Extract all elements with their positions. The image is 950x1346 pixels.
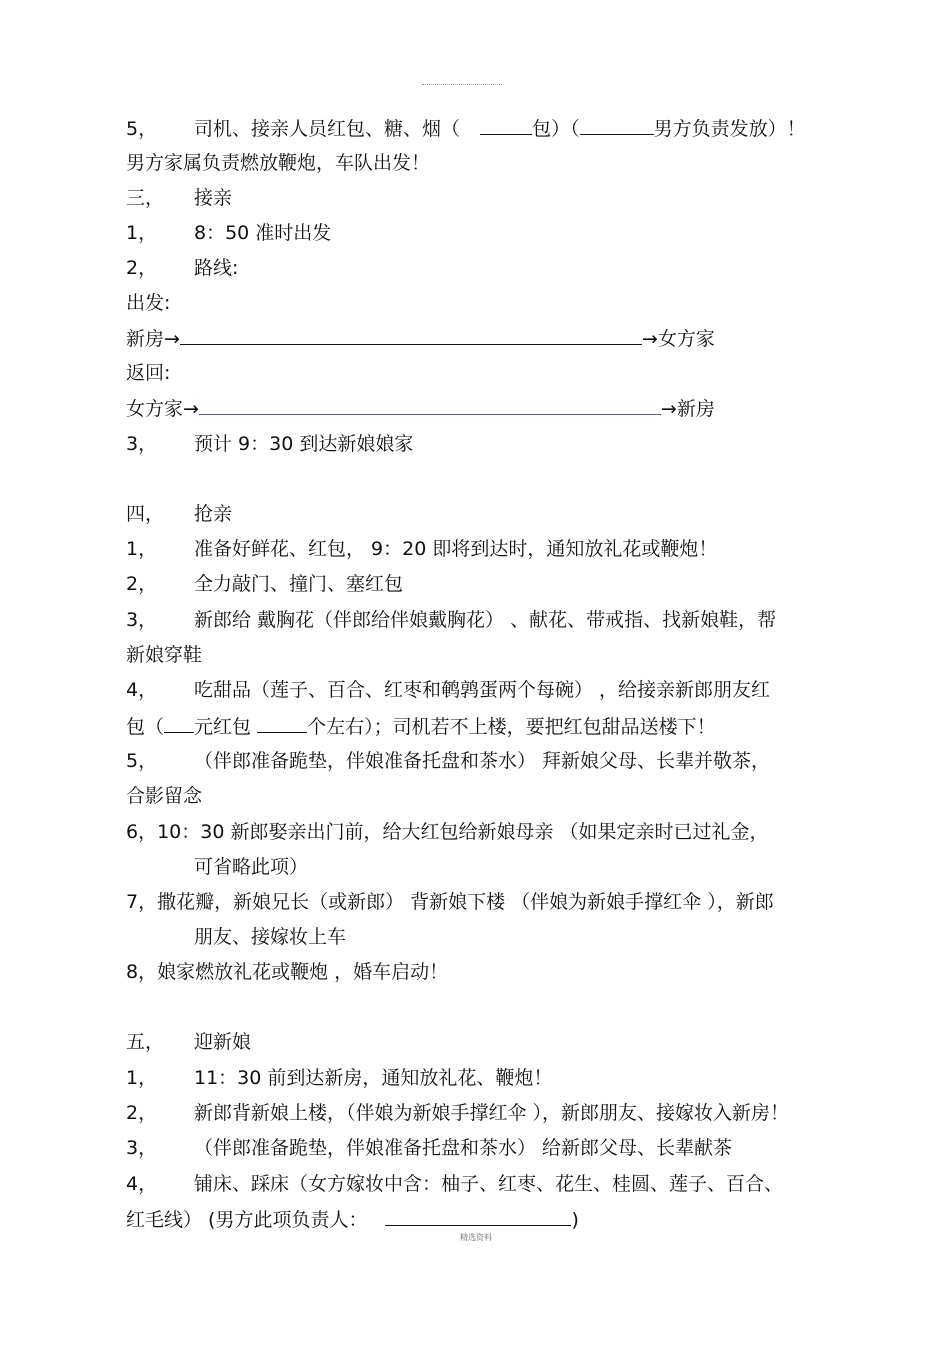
blank-amount — [164, 714, 194, 733]
header-rule — [422, 84, 502, 85]
s3-route-back: 女方家→ →新房 — [126, 398, 715, 420]
s5-item4: 4， 铺床、踩床（女方嫁妆中含：柚子、红枣、花生、桂圆、莲子、百合、 — [126, 1173, 784, 1195]
s3-item1: 1， 8：50 准时出发 — [126, 222, 332, 244]
s3-heading: 三， 接亲 — [126, 187, 233, 209]
s4-item7: 7，撒花瓣，新娘兄长（或新郎） 背新娘下楼 （伴娘为新娘手撑红伞 ），新郎 — [126, 891, 774, 913]
blank-distributor — [580, 116, 654, 135]
s3-item3: 3， 预计 9：30 到达新娘娘家 — [126, 433, 414, 455]
s4-item3: 3， 新郎给 戴胸花（伴郎给伴娘戴胸花） 、献花、带戒指、找新娘鞋，帮 — [126, 609, 777, 631]
s2-item5-cont: 男方家属负责燃放鞭炮，车队出发！ — [126, 152, 431, 174]
s3-item2: 2， 路线: — [126, 257, 239, 279]
s4-item6: 6，10：30 新郎娶亲出门前，给大红包给新娘母亲 （如果定亲时已过礼金， — [126, 821, 769, 843]
s5-item2: 2， 新郎背新娘上楼，（伴娘为新娘手撑红伞 ），新郎朋友、接嫁妆入新房！ — [126, 1102, 790, 1124]
blank-route-back — [199, 396, 661, 415]
blank-packs — [480, 116, 532, 135]
s4-item4-cont: 包（ 元红包 个左右）；司机若不上楼，要把红包甜品送楼下！ — [126, 716, 716, 738]
s4-item3-cont: 新娘穿鞋 — [126, 644, 203, 666]
s5-item3: 3， （伴郎准备跪垫，伴娘准备托盘和茶水） 给新郎父母、长辈献茶 — [126, 1137, 733, 1159]
s4-item5-cont: 合影留念 — [126, 785, 203, 807]
s4-item2: 2， 全力敲门、撞门、塞红包 — [126, 573, 404, 595]
s5-item1: 1， 11：30 前到达新房，通知放礼花、鞭炮！ — [126, 1067, 553, 1089]
s4-item1: 1， 准备好鲜花、红包， 9：20 即将到达时，通知放礼花或鞭炮！ — [126, 538, 718, 560]
s4-item8: 8，娘家燃放礼花或鞭炮 ，婚车启动！ — [126, 961, 449, 983]
s3-route-out: 新房→ →女方家 — [126, 328, 715, 350]
footer-text: 精选资料 — [460, 1233, 492, 1242]
s4-item5: 5， （伴郎准备跪垫，伴娘准备托盘和茶水） 拜新娘父母、长辈并敬茶， — [126, 750, 771, 772]
s3-return-label: 返回: — [126, 362, 171, 384]
s5-heading: 五， 迎新娘 — [126, 1031, 252, 1053]
blank-count — [257, 714, 307, 733]
s5-item4-cont: 红毛线） (男方此项负责人： ) — [126, 1209, 579, 1231]
s4-item6-cont: 可省略此项） — [194, 856, 309, 878]
blank-route-out — [180, 326, 642, 345]
s3-depart-label: 出发: — [126, 292, 171, 314]
blank-responsible-person — [385, 1207, 571, 1226]
s4-item4: 4， 吃甜品（莲子、百合、红枣和鹌鹑蛋两个每碗） ，给接亲新郎朋友红 — [126, 679, 771, 701]
s4-heading: 四， 抢亲 — [126, 503, 233, 525]
s2-item5: 5， 司机、接亲人员红包、糖、烟（ 包）（ 男方负责发放）！ — [126, 118, 806, 140]
s4-item7-cont: 朋友、接嫁妆上车 — [194, 926, 347, 948]
